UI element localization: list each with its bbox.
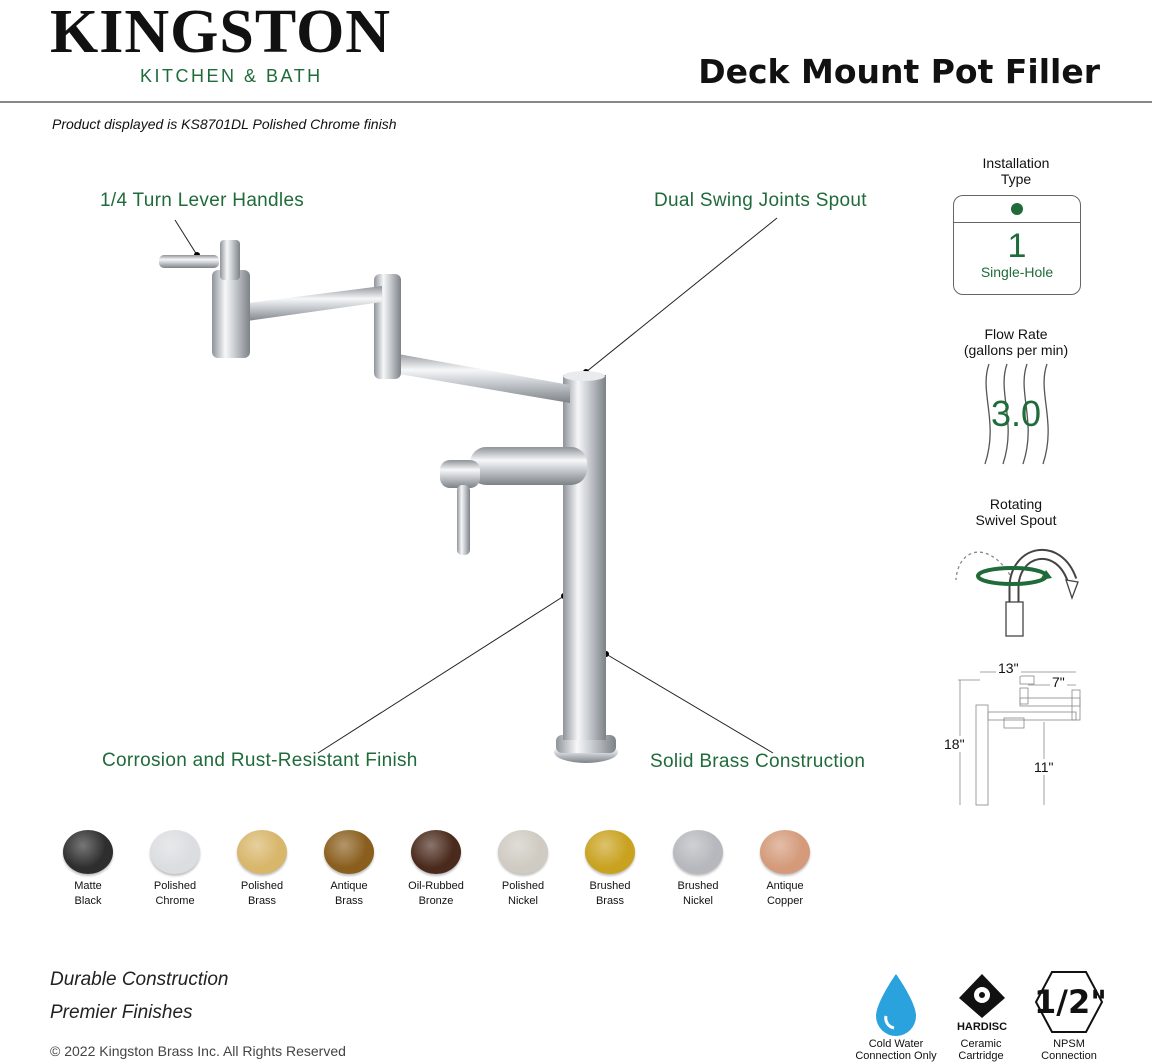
finish-swatch-6 xyxy=(478,826,568,916)
finish-swatch-8 xyxy=(653,826,743,916)
cold-water-label: Cold Water Connection Only xyxy=(855,1038,937,1062)
hardisc-wordmark: HARDISC xyxy=(956,1021,1008,1033)
finish-swatch-2 xyxy=(130,826,220,916)
finish-swatch-9 xyxy=(740,826,830,916)
copyright: © 2022 Kingston Brass Inc. All Rights Reserved xyxy=(50,1043,346,1059)
finish-color-chip xyxy=(150,830,200,874)
finish-name-line2: Bronze xyxy=(418,895,454,907)
swivel-spout-icon xyxy=(948,530,1083,640)
finish-label xyxy=(130,879,220,909)
finish-name-line1: Antique xyxy=(330,880,368,892)
finish-color-chip xyxy=(63,830,113,874)
swivel-spout-label: Rotating Swivel Spout xyxy=(975,496,1057,528)
brand-subtitle: KITCHEN & BATH xyxy=(140,66,323,86)
flow-rate-value: 3.0 xyxy=(990,393,1042,434)
ceramic-cartridge-label: Ceramic Cartridge xyxy=(958,1038,1004,1062)
npsm-size: 1/2" xyxy=(1034,983,1107,1021)
finish-label xyxy=(43,879,133,909)
callout-rust-resistant: Corrosion and Rust-Resistant Finish xyxy=(102,750,418,771)
finish-label xyxy=(391,879,481,909)
finish-name-line2: Nickel xyxy=(508,895,538,907)
finish-name-line1: Brushed xyxy=(677,880,719,892)
finish-swatch-4 xyxy=(304,826,394,916)
page-title: Deck Mount Pot Filler xyxy=(698,52,1100,91)
finish-label xyxy=(565,879,655,909)
finish-name-line1: Polished xyxy=(501,880,545,892)
tagline-durable: Durable Construction xyxy=(50,969,229,990)
dimension-diagram xyxy=(944,660,1094,810)
brand-logo: KINGSTON xyxy=(50,0,392,66)
installation-type-label: Installation Type xyxy=(982,155,1050,187)
finish-label xyxy=(740,879,830,909)
finish-swatch-3 xyxy=(217,826,307,916)
finish-label xyxy=(304,879,394,909)
finish-name-line1: Matte xyxy=(74,880,102,892)
npsm-label: NPSM Connection xyxy=(1041,1038,1097,1062)
finish-color-chip xyxy=(324,830,374,874)
finish-color-chip xyxy=(760,830,810,874)
finish-name-line2: Chrome xyxy=(155,895,195,907)
installation-hole-count: 1 xyxy=(1007,227,1027,265)
dimension-13: 13" xyxy=(998,660,1019,676)
product-caption: Product displayed is KS8701DL Polished Chrome finish xyxy=(52,116,397,132)
finish-swatch-5 xyxy=(391,826,481,916)
finish-label xyxy=(217,879,307,909)
single-hole-icon xyxy=(1011,203,1023,215)
finish-name-line2: Brass xyxy=(334,895,364,907)
finish-name-line1: Oil-Rubbed xyxy=(408,880,464,892)
finish-swatch-7 xyxy=(565,826,655,916)
finish-label xyxy=(478,879,568,909)
finish-name-line2: Brass xyxy=(595,895,625,907)
water-drop-icon xyxy=(872,972,920,1038)
hardisc-logo-icon xyxy=(955,972,1009,1022)
callout-dual-swing-spout: Dual Swing Joints Spout xyxy=(654,190,867,211)
finish-color-chip xyxy=(237,830,287,874)
tagline-finishes: Premier Finishes xyxy=(50,1002,193,1023)
installation-type-value: Single-Hole xyxy=(980,264,1054,280)
finish-color-chip xyxy=(585,830,635,874)
finish-color-chip xyxy=(498,830,548,874)
finish-color-chip xyxy=(673,830,723,874)
callout-solid-brass: Solid Brass Construction xyxy=(650,751,866,772)
finish-name-line1: Polished xyxy=(240,880,284,892)
finish-swatch-1 xyxy=(43,826,133,916)
finish-name-line2: Brass xyxy=(247,895,277,907)
finish-name-line1: Brushed xyxy=(589,880,631,892)
finish-name-line2: Black xyxy=(74,895,102,907)
finish-name-line1: Polished xyxy=(153,880,197,892)
installation-type-card xyxy=(953,195,1081,295)
flow-rate-label: Flow Rate (gallons per min) xyxy=(963,326,1069,358)
callout-lever-handles: 1/4 Turn Lever Handles xyxy=(100,190,305,211)
finish-name-line2: Copper xyxy=(766,895,804,907)
dimension-18: 18" xyxy=(944,736,965,752)
dimension-11: 11" xyxy=(1034,759,1054,775)
finish-label xyxy=(653,879,743,909)
finish-swatches xyxy=(0,826,940,916)
finish-color-chip xyxy=(411,830,461,874)
dimension-7: 7" xyxy=(1052,674,1065,690)
finish-name-line1: Antique xyxy=(766,880,804,892)
finish-name-line2: Nickel xyxy=(683,895,713,907)
